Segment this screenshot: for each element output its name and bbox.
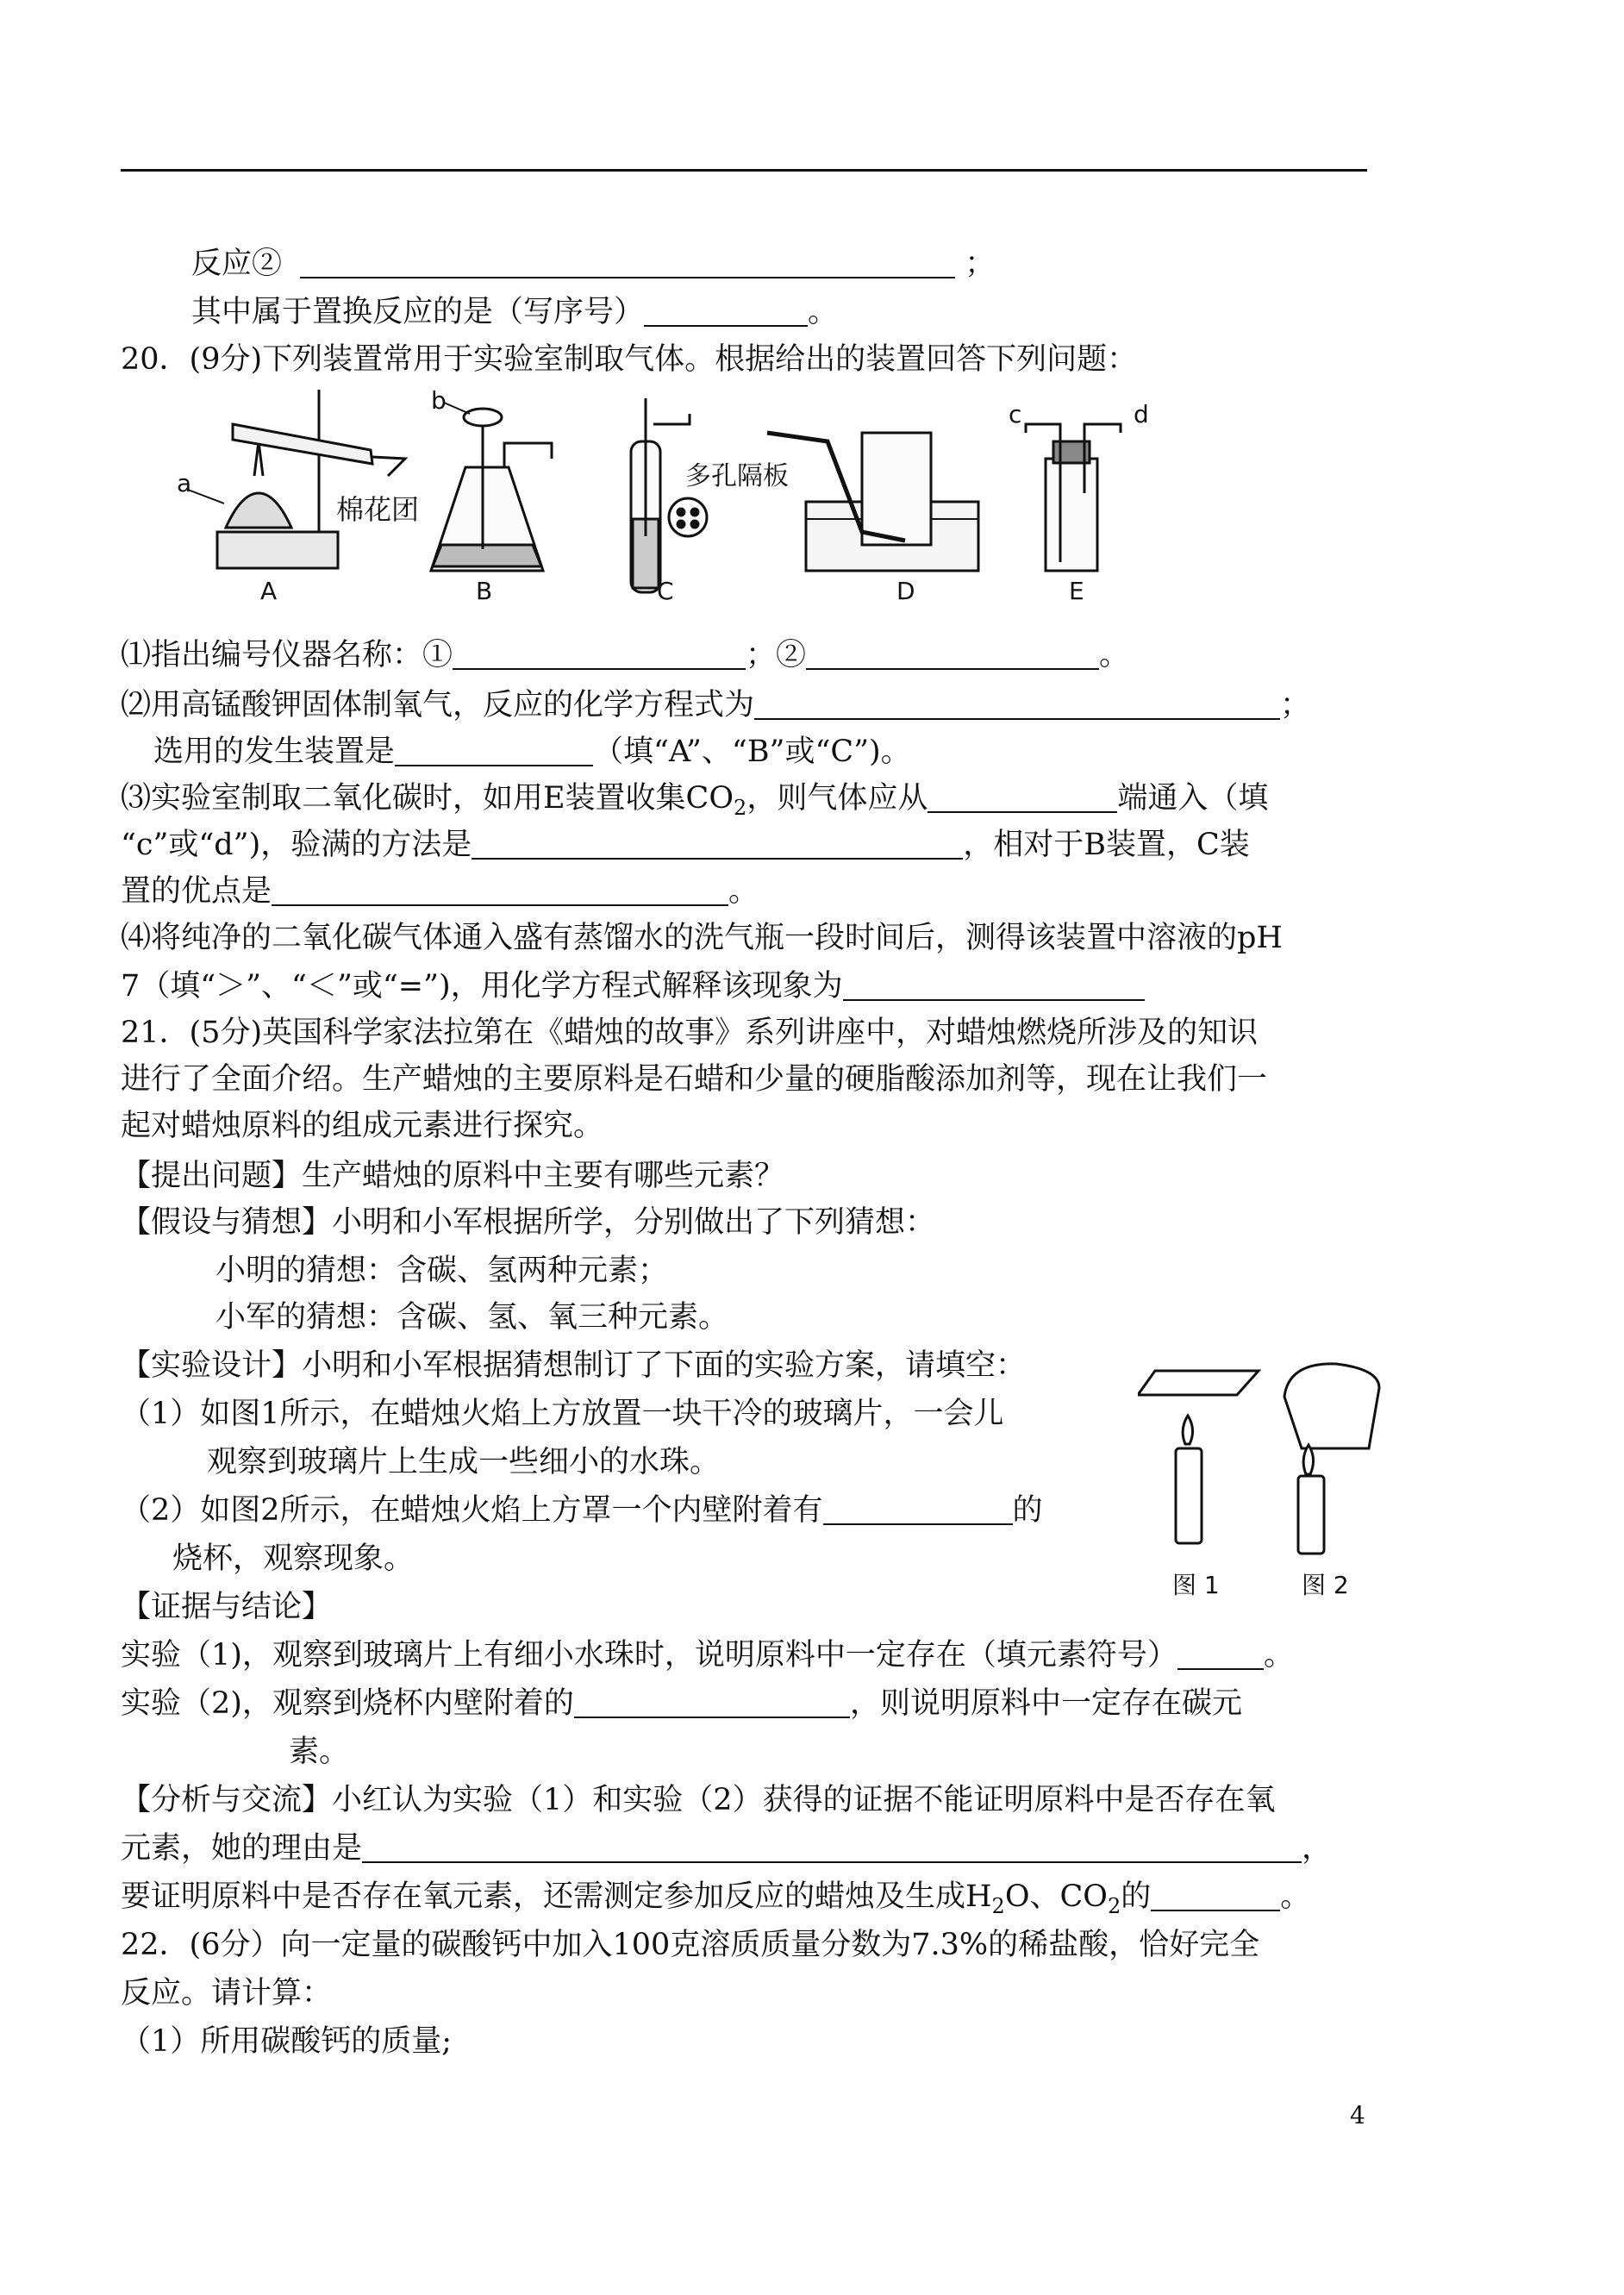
svg-text:棉花团: 棉花团 [336, 493, 420, 526]
q21-jun: 小军的猜想：含碳、氢、氧三种元素。 [215, 1300, 729, 1335]
q21-result2b: 素。 [289, 1735, 350, 1769]
svg-text:c: c [1009, 400, 1022, 428]
q20-s1-blank2[interactable] [806, 639, 1099, 670]
q20-s3c: 置的优点是 。 [121, 874, 759, 909]
candle-experiment-figure [1138, 1354, 1396, 1612]
q20-header: 20．(9分)下列装置常用于实验室制取气体。根据给出的装置回答下列问题： [121, 342, 1138, 377]
flame-2-icon [1303, 1445, 1313, 1474]
q21-result1-blank[interactable] [1177, 1639, 1264, 1670]
q22-line1: 22．(6分）向一定量的碳酸钙中加入100克溶质质量分数为7.3%的稀盐酸，恰好完全 [121, 1928, 1260, 1962]
q21-exp2a-blank[interactable] [823, 1494, 1013, 1525]
q22-line2: 反应。请计算： [121, 1976, 333, 2010]
reaction2-blank[interactable] [300, 247, 955, 278]
svg-text:B: B [476, 577, 493, 605]
svg-text:a: a [177, 469, 192, 497]
q20-s3b: “c”或“d”)，验满的方法是 ，相对于B装置，C装 [121, 828, 1250, 862]
q21-reason-blank[interactable] [362, 1832, 1302, 1863]
q21-analysis: 【分析与交流】小红认为实验（1）和实验（2）获得的证据不能证明原料中是否存在氧 [121, 1783, 1276, 1817]
header-rule [121, 169, 1367, 172]
q21-result1: 实验（1)，观察到玻璃片上有细小水珠时，说明原料中一定存在（填元素符号） 。 [121, 1638, 1294, 1673]
svg-text:D: D [896, 577, 915, 605]
reaction2-line: 反应② ； [191, 247, 996, 281]
apparatus-a-base [217, 532, 338, 568]
svg-text:E: E [1069, 577, 1084, 605]
replacement-blank[interactable] [644, 296, 808, 327]
svg-text:图 1: 图 1 [1172, 1571, 1220, 1599]
q20-s2b-blank[interactable] [395, 735, 593, 766]
q21-measure-blank[interactable] [1151, 1880, 1280, 1911]
svg-text:多孔隔板: 多孔隔板 [685, 461, 789, 491]
q21-exp1a: （1）如图1所示，在蜡烛火焰上方放置一块干冷的玻璃片，一会儿 [121, 1397, 1004, 1431]
svg-text:d: d [1134, 400, 1149, 428]
q20-s4: ⑷将纯净的二氧化碳气体通入盛有蒸馏水的洗气瓶一段时间后，测得该装置中溶液的pH [121, 921, 1283, 955]
q21-result2: 实验（2)，观察到烧杯内壁附着的 ，则说明原料中一定存在碳元 [121, 1686, 1242, 1721]
q20-s2b: 选用的发生装置是 （填“A”、“B”或“C”)。 [153, 735, 911, 769]
q20-s2: ⑵用高锰酸钾固体制氧气，反应的化学方程式为 ； [121, 688, 1311, 722]
beaker-icon [1284, 1364, 1379, 1448]
q21-exp2b: 烧杯，观察现象。 [172, 1541, 415, 1576]
q20-apparatus-figure [172, 390, 1259, 605]
q20-s4b: 7（填“＞”、“＜”或“=”)，用化学方程式解释该现象为 [121, 967, 1145, 1005]
svg-text:图 2: 图 2 [1302, 1571, 1349, 1599]
candle-1-icon [1176, 1448, 1202, 1543]
q21-evidence: 【证据与结论】 [121, 1590, 333, 1624]
q20-s3-blank[interactable] [928, 782, 1117, 813]
q21-design: 【实验设计】小明和小军根据猜想制订了下面的实验方案，请填空： [121, 1348, 1027, 1383]
apparatus-a-tube [233, 424, 372, 464]
q21-line2: 进行了全面介绍。生产蜡烛的主要原料是石蜡和少量的硬脂酸添加剂等，现在让我们一 [121, 1062, 1268, 1097]
q20-s3b-blank[interactable] [472, 829, 963, 860]
apparatus-d-cylinder [862, 433, 931, 545]
q21-line1: 21．(5分)英国科学家法拉第在《蜡烛的故事》系列讲座中，对蜡烛燃烧所涉及的知识 [121, 1016, 1259, 1050]
q20-s2-blank[interactable] [754, 689, 1280, 720]
q20-s3: ⑶实验室制取二氧化碳时，如用E装置收集$CO_2$，则气体应从 端通入（填 [121, 781, 1269, 820]
candle-2-icon [1298, 1476, 1324, 1554]
q20-s1-blank1[interactable] [453, 639, 746, 670]
apparatus-a-flame [254, 441, 263, 476]
q20-s4b-blank[interactable] [843, 970, 1145, 1001]
q21-exp1b: 观察到玻璃片上生成一些细小的水珠。 [207, 1445, 721, 1479]
replacement-line: 其中属于置换反应的是（写序号） 。 [191, 295, 839, 329]
apparatus-c-plate-icon [669, 498, 707, 536]
q20-s3c-blank[interactable] [272, 875, 728, 906]
q21-hypothesis: 【假设与猜想】小明和小军根据所学，分别做出了下列猜想： [121, 1205, 936, 1240]
q20-s1: ⑴指出编号仪器名称：① ；② 。 [121, 638, 1130, 672]
svg-text:b: b [431, 390, 447, 415]
q21-line3: 起对蜡烛原料的组成元素进行探究。 [121, 1109, 604, 1143]
apparatus-a-lamp [226, 493, 291, 528]
q21-ming: 小明的猜想：含碳、氢两种元素； [215, 1254, 669, 1288]
svg-text:C: C [657, 577, 674, 605]
page-number: 4 [1350, 2101, 1365, 2129]
q21-measure: 要证明原料中是否存在氧元素，还需测定参加反应的蜡烛及生成$H_2O$、$CO_2$的 。 [121, 1879, 1311, 1918]
q21-question: 【提出问题】生产蜡烛的原料中主要有哪些元素？ [121, 1159, 785, 1193]
glass-slide-icon [1138, 1371, 1259, 1395]
q21-reason: 元素，她的理由是 ， [121, 1831, 1333, 1866]
svg-text:A: A [260, 577, 278, 605]
apparatus-a-delivery [372, 457, 405, 476]
flame-1-icon [1183, 1416, 1192, 1444]
q21-exp2a: （2）如图2所示，在蜡烛火焰上方罩一个内壁附着有 的 [121, 1493, 1043, 1528]
q22-line3: （1）所用碳酸钙的质量; [121, 2024, 453, 2059]
apparatus-e-bottle [1046, 459, 1097, 571]
q21-result2-blank[interactable] [574, 1687, 850, 1718]
